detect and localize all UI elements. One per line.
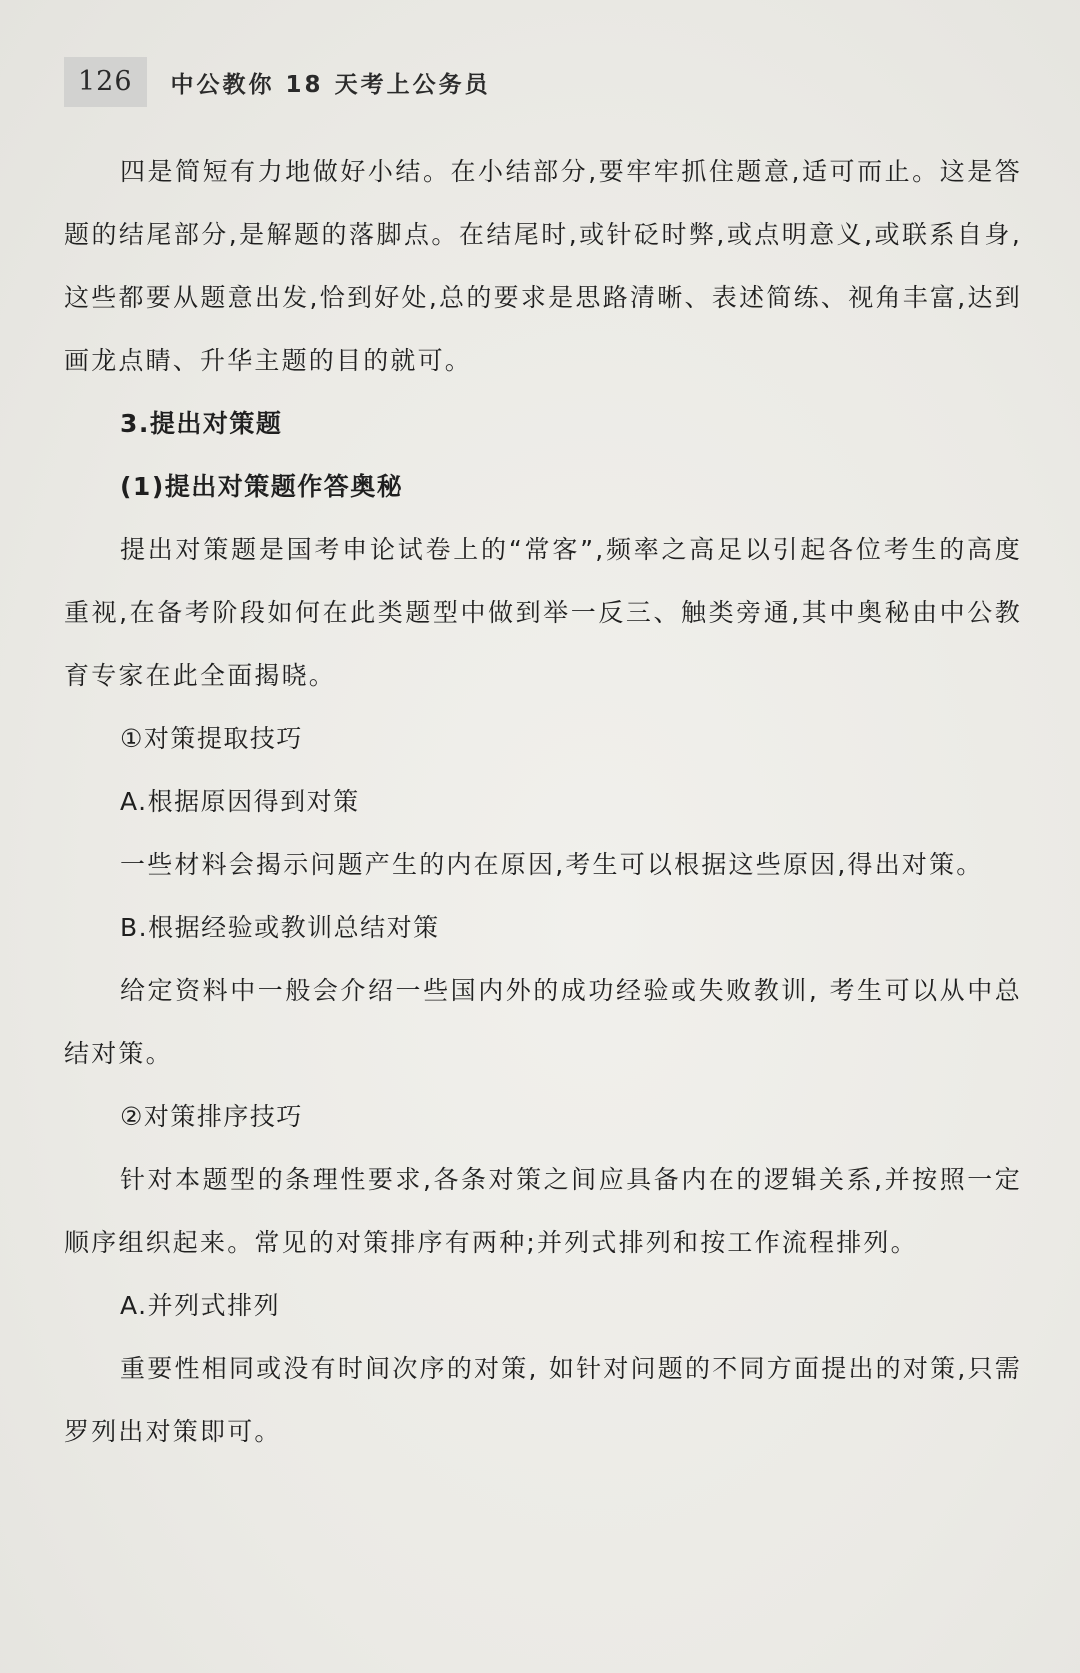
heading-by-experience: B.根据经验或教训总结对策 — [120, 913, 440, 942]
section-heading: 3.提出对策题 — [120, 409, 283, 438]
page-number: 126 — [64, 57, 147, 107]
paragraph-order: 针对本题型的条理性要求,各条对策之间应具备内在的逻辑关系,并按照一定顺序组织起来。常见的对策排序有两种;并列式排列和按工作流程排列。 — [64, 1165, 1022, 1257]
paragraph-summary: 四是简短有力地做好小结。在小结部分,要牢牢抓住题意,适可而止。这是答题的结尾部分,是解题的落脚点。在结尾时,或针砭时弊,或点明意义,或联系自身,这些都要从题意出发,恰到好处,总的要求是思路清晰、表述简练、视角丰富,达到画龙点睛、升华主题的目的就可。 — [64, 157, 1022, 375]
page-body — [64, 140, 1022, 1463]
paragraph-by-experience: 给定资料中一般会介绍一些国内外的成功经验或失败教训, 考生可以从中总结对策。 — [64, 976, 1022, 1068]
heading-order-skills: ②对策排序技巧 — [120, 1102, 303, 1131]
heading-extract-skills: ①对策提取技巧 — [120, 724, 303, 753]
subsection-heading: (1)提出对策题作答奥秘 — [120, 472, 404, 501]
book-title: 中公教你 18 天考上公务员 — [170, 71, 491, 98]
paragraph-by-cause: 一些材料会揭示问题产生的内在原因,考生可以根据这些原因,得出对策。 — [120, 850, 984, 879]
heading-parallel: A.并列式排列 — [120, 1291, 281, 1320]
paragraph-intro: 提出对策题是国考申论试卷上的“常客”,频率之高足以引起各位考生的高度重视,在备考阶段如何在此类题型中做到举一反三、触类旁通,其中奥秘由中公教育专家在此全面揭晓。 — [64, 535, 1022, 690]
page-header — [64, 56, 491, 108]
paragraph-parallel: 重要性相同或没有时间次序的对策, 如针对问题的不同方面提出的对策,只需罗列出对策即可。 — [64, 1354, 1022, 1446]
heading-by-cause: A.根据原因得到对策 — [120, 787, 360, 816]
